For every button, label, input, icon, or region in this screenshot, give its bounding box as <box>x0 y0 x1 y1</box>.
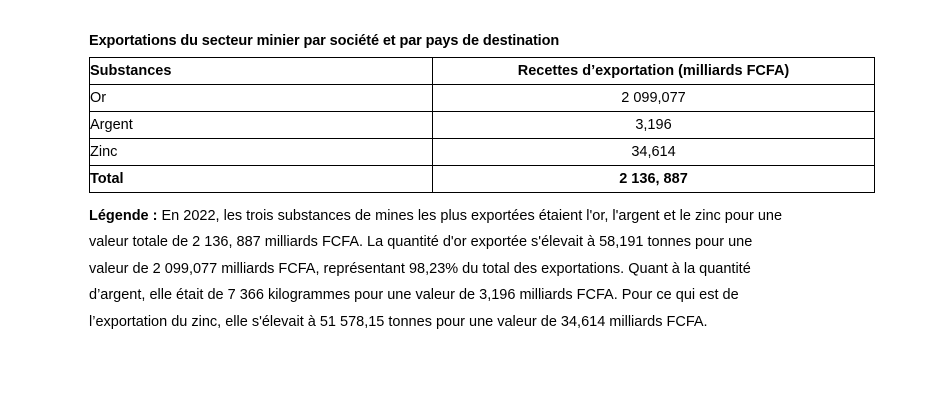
legend-text: En 2022, les trois substances de mines les plus exportées étaient l'or, l'argent et le zinc pour une valeur totale de 2 136, 887 milliards FCFA. La quantité d'or exportée s'élevait à 58,191 tonnes pour une valeur de 2 099,077 milliards FCFA, représentant 98,23% du total des exportations. Quant à la quantité d’argent, elle était de 7 366 kilogrammes pour une valeur de 3,196 milliards FCFA. Pour ce qui est de l’exportation du zinc, elle s'élevait à 51 578,15 tonnes pour une valeur de 34,614 milliards FCFA. <box>89 208 783 330</box>
table-total-row <box>90 166 875 193</box>
exports-table <box>89 57 875 193</box>
cell-substance: Zinc <box>90 139 433 166</box>
table-row <box>90 139 875 166</box>
cell-total-value: 2 136, 887 <box>433 166 875 193</box>
column-header-substances: Substances <box>90 58 433 85</box>
column-header-recettes: Recettes d’exportation (milliards FCFA) <box>433 58 875 85</box>
table-header-row <box>90 58 875 85</box>
legend-paragraph <box>89 203 789 335</box>
cell-total-label: Total <box>90 166 433 193</box>
cell-recettes: 2 099,077 <box>433 85 875 112</box>
cell-substance: Or <box>90 85 433 112</box>
page-title: Exportations du secteur minier par société et par pays de destination <box>89 33 560 49</box>
cell-recettes: 3,196 <box>433 112 875 139</box>
table-row <box>90 112 875 139</box>
cell-recettes: 34,614 <box>433 139 875 166</box>
legend-label: Légende : <box>89 208 158 224</box>
cell-substance: Argent <box>90 112 433 139</box>
table-row <box>90 85 875 112</box>
